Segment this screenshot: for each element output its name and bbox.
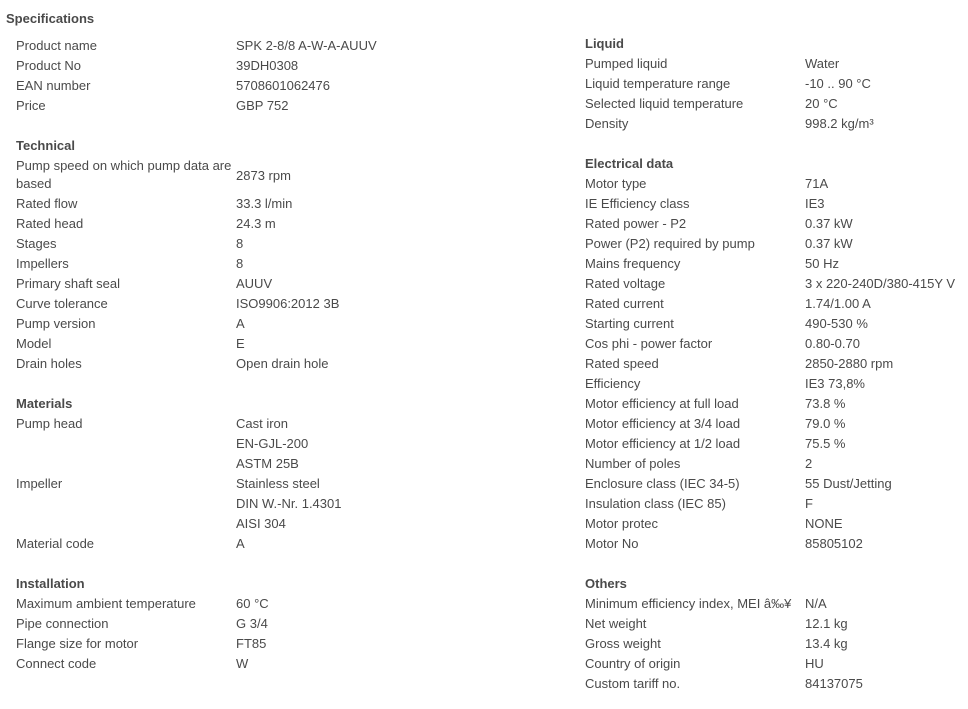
page-title: Specifications	[6, 11, 95, 26]
spec-row	[16, 454, 576, 474]
spec-row	[16, 157, 576, 193]
spec-row	[16, 434, 576, 454]
spec-label: Custom tariff no.	[585, 676, 681, 691]
spec-row	[16, 36, 576, 56]
section-title-technical: Technical	[16, 138, 76, 153]
spec-row	[16, 194, 576, 214]
spec-row	[16, 76, 576, 96]
spec-label: Gross weight	[585, 636, 661, 651]
spec-row	[585, 494, 968, 514]
section-title-materials: Materials	[16, 396, 73, 411]
spec-label: Product name	[16, 38, 97, 53]
spec-label: EAN number	[16, 78, 91, 93]
spec-label: Maximum ambient temperature	[16, 596, 196, 611]
spec-row	[16, 614, 576, 634]
spec-label: Motor No	[585, 536, 639, 551]
spec-label: Country of origin	[585, 656, 681, 671]
spec-label: Rated current	[585, 296, 664, 311]
spec-label: Impellers	[16, 256, 69, 271]
spec-label: Rated flow	[16, 196, 78, 211]
spec-row	[585, 334, 968, 354]
spec-label: Motor efficiency at full load	[585, 396, 739, 411]
spec-label: Rated speed	[585, 356, 659, 371]
spec-value: G 3/4	[236, 616, 268, 631]
spec-row	[585, 314, 968, 334]
spec-row	[585, 274, 968, 294]
spec-row	[16, 314, 576, 334]
spec-row	[585, 54, 968, 74]
spec-label: Enclosure class (IEC 34-5)	[585, 476, 740, 491]
spec-value: IE3	[805, 196, 825, 211]
spec-label: Pump version	[16, 316, 96, 331]
spec-row	[16, 474, 576, 494]
spec-value: 2	[805, 456, 813, 471]
spec-row	[585, 354, 968, 374]
spec-value: NONE	[805, 516, 843, 531]
spec-value: 75.5 %	[805, 436, 846, 451]
spec-label: Power (P2) required by pump	[585, 236, 755, 251]
spec-value: EN-GJL-200	[236, 436, 309, 451]
spec-value: 3 x 220-240D/380-415Y V	[805, 276, 956, 291]
spec-row	[585, 194, 968, 214]
spec-row	[585, 614, 968, 634]
spec-label: Pump speed on which pump data are based	[16, 158, 232, 191]
spec-label: Curve tolerance	[16, 296, 108, 311]
spec-value: ISO9906:2012 3B	[236, 296, 340, 311]
spec-label: Rated power - P2	[585, 216, 687, 231]
spec-value: 2850-2880 rpm	[805, 356, 894, 371]
spec-value: 8	[236, 236, 244, 251]
spec-value: 73.8 %	[805, 396, 846, 411]
spec-label: Impeller	[16, 476, 63, 491]
spec-label: Cos phi - power factor	[585, 336, 713, 351]
spec-row	[16, 214, 576, 234]
spec-row	[16, 494, 576, 514]
spec-row	[16, 634, 576, 654]
spec-row	[585, 174, 968, 194]
spec-value: Cast iron	[236, 416, 289, 431]
spec-row	[585, 474, 968, 494]
spec-label: Density	[585, 116, 629, 131]
spec-value: 60 °C	[236, 596, 269, 611]
spec-label: Net weight	[585, 616, 647, 631]
spec-value: 1.74/1.00 A	[805, 296, 871, 311]
spec-value: 71A	[805, 176, 829, 191]
spec-value: A	[236, 536, 245, 551]
spec-value: HU	[805, 656, 824, 671]
spec-label: IE Efficiency class	[585, 196, 690, 211]
section-title-installation: Installation	[16, 576, 85, 591]
spec-row	[585, 394, 968, 414]
spec-label: Motor type	[585, 176, 647, 191]
spec-label: Rated head	[16, 216, 84, 231]
spec-label: Pumped liquid	[585, 56, 668, 71]
spec-value: A	[236, 316, 245, 331]
spec-value: 0.80-0.70	[805, 336, 860, 351]
spec-row	[16, 96, 576, 116]
spec-value: 24.3 m	[236, 216, 276, 231]
spec-value: 2873 rpm	[236, 168, 291, 183]
spec-label: Mains frequency	[585, 256, 681, 271]
spec-row	[585, 94, 968, 114]
spec-value: 490-530 %	[805, 316, 868, 331]
spec-row	[16, 294, 576, 314]
spec-label: Rated voltage	[585, 276, 666, 291]
spec-value: AISI 304	[236, 516, 286, 531]
spec-value: Water	[805, 56, 840, 71]
spec-label: Primary shaft seal	[16, 276, 121, 291]
spec-value: 39DH0308	[236, 58, 299, 73]
spec-row	[585, 654, 968, 674]
spec-label: Starting current	[585, 316, 674, 331]
spec-value: Open drain hole	[236, 356, 329, 371]
spec-row	[16, 414, 576, 434]
spec-row	[16, 654, 576, 674]
spec-label: Efficiency	[585, 376, 641, 391]
spec-label: Stages	[16, 236, 57, 251]
spec-value: SPK 2-8/8 A-W-A-AUUV	[236, 38, 377, 53]
spec-value: 79.0 %	[805, 416, 846, 431]
spec-row	[585, 514, 968, 534]
spec-value: 0.37 kW	[805, 216, 853, 231]
spec-row	[585, 634, 968, 654]
spec-row	[16, 334, 576, 354]
spec-value: W	[236, 656, 249, 671]
spec-row	[16, 254, 576, 274]
spec-label: Motor efficiency at 1/2 load	[585, 436, 741, 451]
spec-row	[585, 674, 968, 694]
spec-value: 8	[236, 256, 244, 271]
spec-row	[585, 414, 968, 434]
spec-value: 55 Dust/Jetting	[805, 476, 892, 491]
spec-label: Pipe connection	[16, 616, 109, 631]
spec-row	[585, 374, 968, 394]
spec-value: GBP 752	[236, 98, 289, 113]
spec-value: E	[236, 336, 245, 351]
spec-value: IE3 73,8%	[805, 376, 865, 391]
spec-label: Connect code	[16, 656, 97, 671]
spec-label: Material code	[16, 536, 95, 551]
spec-row	[585, 254, 968, 274]
spec-value: FT85	[236, 636, 267, 651]
spec-row	[585, 454, 968, 474]
spec-label: Price	[16, 98, 46, 113]
spec-row	[585, 594, 968, 614]
spec-value: 5708601062476	[236, 78, 330, 93]
spec-value: 13.4 kg	[805, 636, 848, 651]
spec-row	[16, 234, 576, 254]
spec-row	[16, 354, 576, 374]
spec-row	[16, 594, 576, 614]
spec-label: Motor protec	[585, 516, 658, 531]
spec-value: 33.3 l/min	[236, 196, 293, 211]
motor-no-link[interactable]: 85805102	[805, 536, 863, 551]
spec-label: Pump head	[16, 416, 83, 431]
spec-value: Stainless steel	[236, 476, 320, 491]
spec-label: Motor efficiency at 3/4 load	[585, 416, 741, 431]
spec-row	[585, 214, 968, 234]
spec-value: 84137075	[805, 676, 863, 691]
section-title-others: Others	[585, 576, 627, 591]
spec-label: Flange size for motor	[16, 636, 139, 651]
spec-value: F	[805, 496, 813, 511]
spec-label: Product No	[16, 58, 82, 73]
spec-value: DIN W.-Nr. 1.4301	[236, 496, 342, 511]
spec-label: Drain holes	[16, 356, 82, 371]
spec-row	[585, 114, 968, 134]
spec-value: 20 °C	[805, 96, 838, 111]
spec-row	[585, 74, 968, 94]
spec-value: N/A	[805, 596, 827, 611]
spec-value: -10 .. 90 °C	[805, 76, 871, 91]
spec-label: Minimum efficiency index, MEI â‰¥	[585, 596, 792, 611]
spec-value: 0.37 kW	[805, 236, 853, 251]
spec-label: Insulation class (IEC 85)	[585, 496, 726, 511]
spec-label: Number of poles	[585, 456, 681, 471]
spec-label: Selected liquid temperature	[585, 96, 744, 111]
spec-row	[585, 234, 968, 254]
spec-value: 50 Hz	[805, 256, 839, 271]
spec-row	[16, 56, 576, 76]
section-title-electrical: Electrical data	[585, 156, 674, 171]
spec-row	[16, 274, 576, 294]
spec-value: 12.1 kg	[805, 616, 848, 631]
spec-row	[585, 434, 968, 454]
spec-label: Liquid temperature range	[585, 76, 731, 91]
spec-value: 998.2 kg/m³	[805, 116, 874, 131]
spec-value: AUUV	[236, 276, 273, 291]
spec-row	[16, 514, 576, 534]
spec-value: ASTM 25B	[236, 456, 299, 471]
spec-row	[16, 534, 576, 554]
spec-row	[585, 534, 968, 554]
section-title-liquid: Liquid	[585, 36, 624, 51]
spec-row	[585, 294, 968, 314]
spec-label: Model	[16, 336, 52, 351]
